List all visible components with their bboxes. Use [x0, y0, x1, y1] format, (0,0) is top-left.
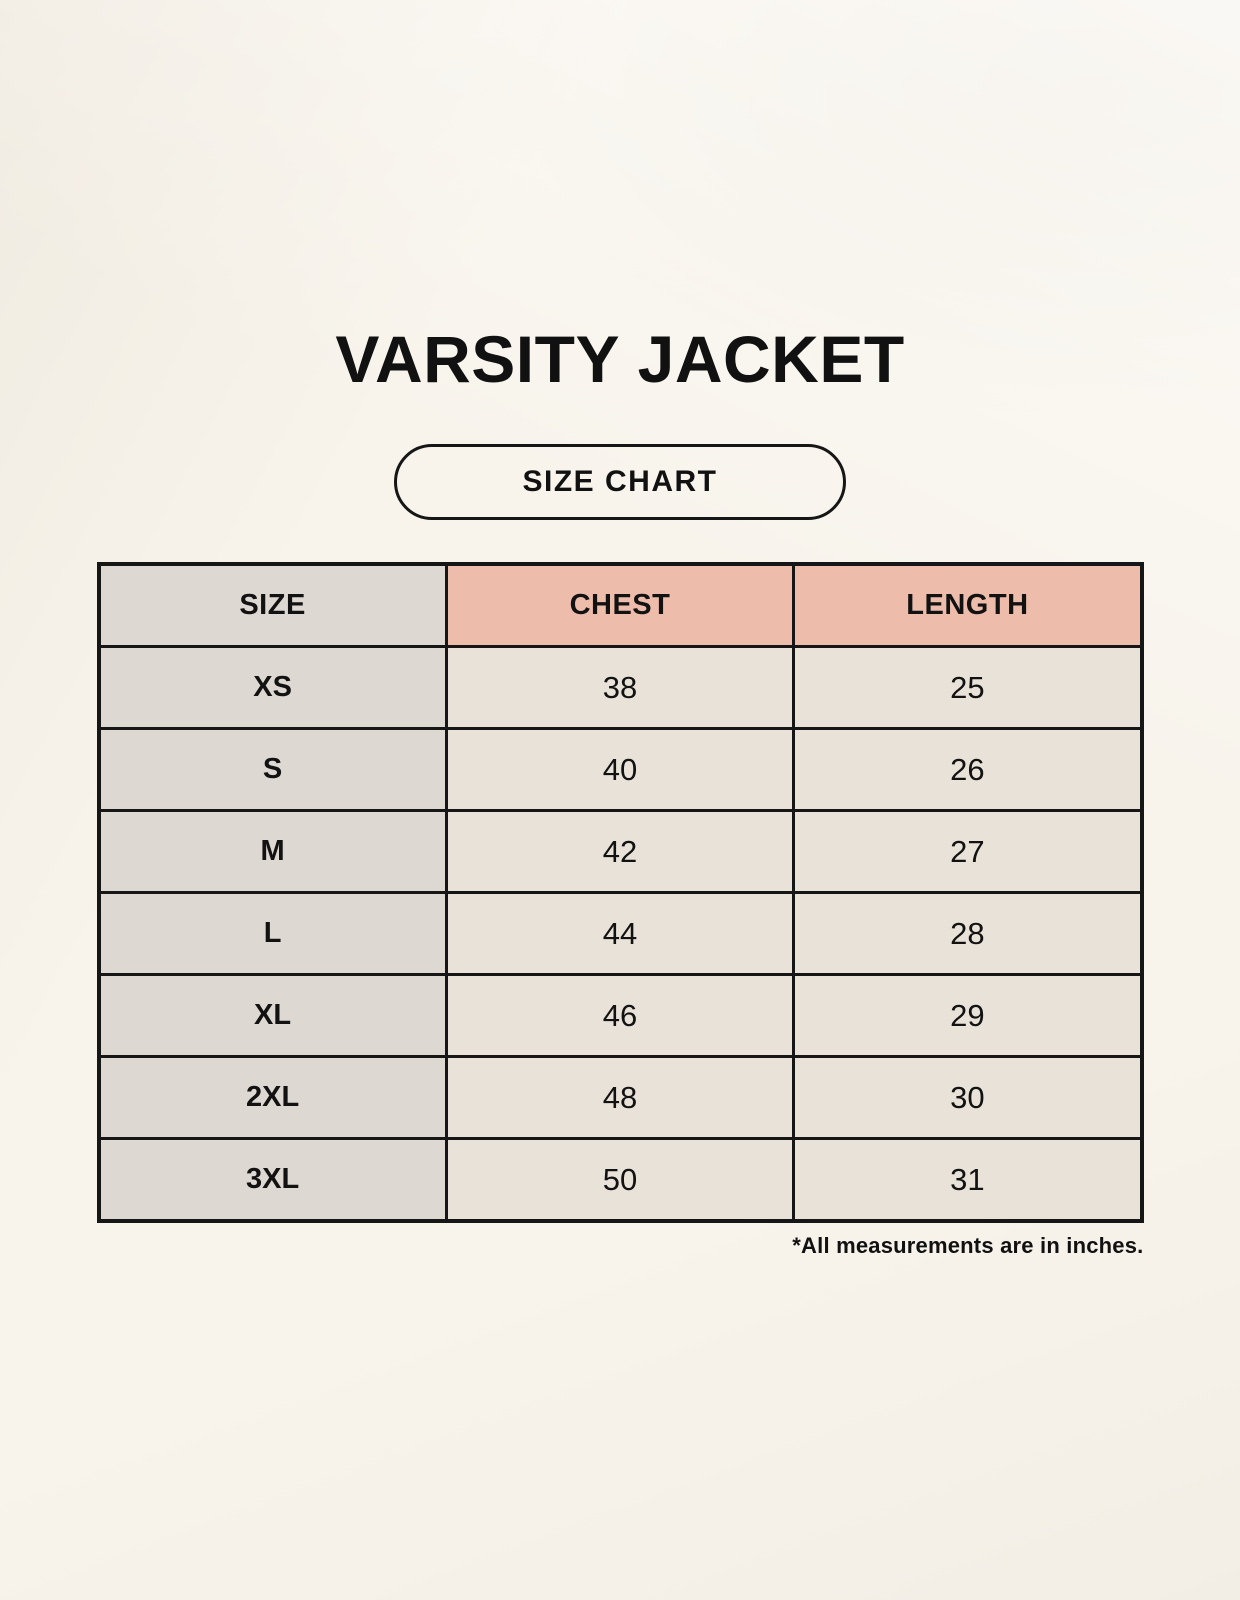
size-label-cell: L: [99, 893, 447, 975]
length-value-cell: 30: [794, 1057, 1142, 1139]
table-row: [99, 1057, 1142, 1139]
column-header-chest: CHEST: [446, 564, 794, 647]
table-row: [99, 647, 1142, 729]
measurements-footnote: *All measurements are in inches.: [792, 1233, 1144, 1258]
length-value-cell: 25: [794, 647, 1142, 729]
length-value-cell: 29: [794, 975, 1142, 1057]
size-label-cell: S: [99, 729, 447, 811]
table-header-row: [99, 564, 1142, 647]
chest-value-cell: 50: [446, 1139, 794, 1222]
chest-value-cell: 38: [446, 647, 794, 729]
size-label-cell: M: [99, 811, 447, 893]
size-chart-badge-label: SIZE CHART: [522, 465, 718, 498]
length-value-cell: 31: [794, 1139, 1142, 1222]
size-table: [97, 562, 1144, 1223]
chest-value-cell: 42: [446, 811, 794, 893]
chest-value-cell: 48: [446, 1057, 794, 1139]
table-row: [99, 729, 1142, 811]
size-label-cell: XL: [99, 975, 447, 1057]
table-row: [99, 975, 1142, 1057]
table-row: [99, 1139, 1142, 1222]
size-label-cell: 3XL: [99, 1139, 447, 1222]
length-value-cell: 27: [794, 811, 1142, 893]
chest-value-cell: 44: [446, 893, 794, 975]
size-label-cell: 2XL: [99, 1057, 447, 1139]
table-row: [99, 811, 1142, 893]
table-row: [99, 893, 1142, 975]
length-value-cell: 26: [794, 729, 1142, 811]
size-chart-badge: [394, 444, 846, 520]
length-value-cell: 28: [794, 893, 1142, 975]
chest-value-cell: 46: [446, 975, 794, 1057]
size-label-cell: XS: [99, 647, 447, 729]
column-header-length: LENGTH: [794, 564, 1142, 647]
page-title: VARSITY JACKET: [335, 322, 905, 396]
size-table-body: [99, 647, 1142, 1222]
column-header-size: SIZE: [99, 564, 447, 647]
chest-value-cell: 40: [446, 729, 794, 811]
